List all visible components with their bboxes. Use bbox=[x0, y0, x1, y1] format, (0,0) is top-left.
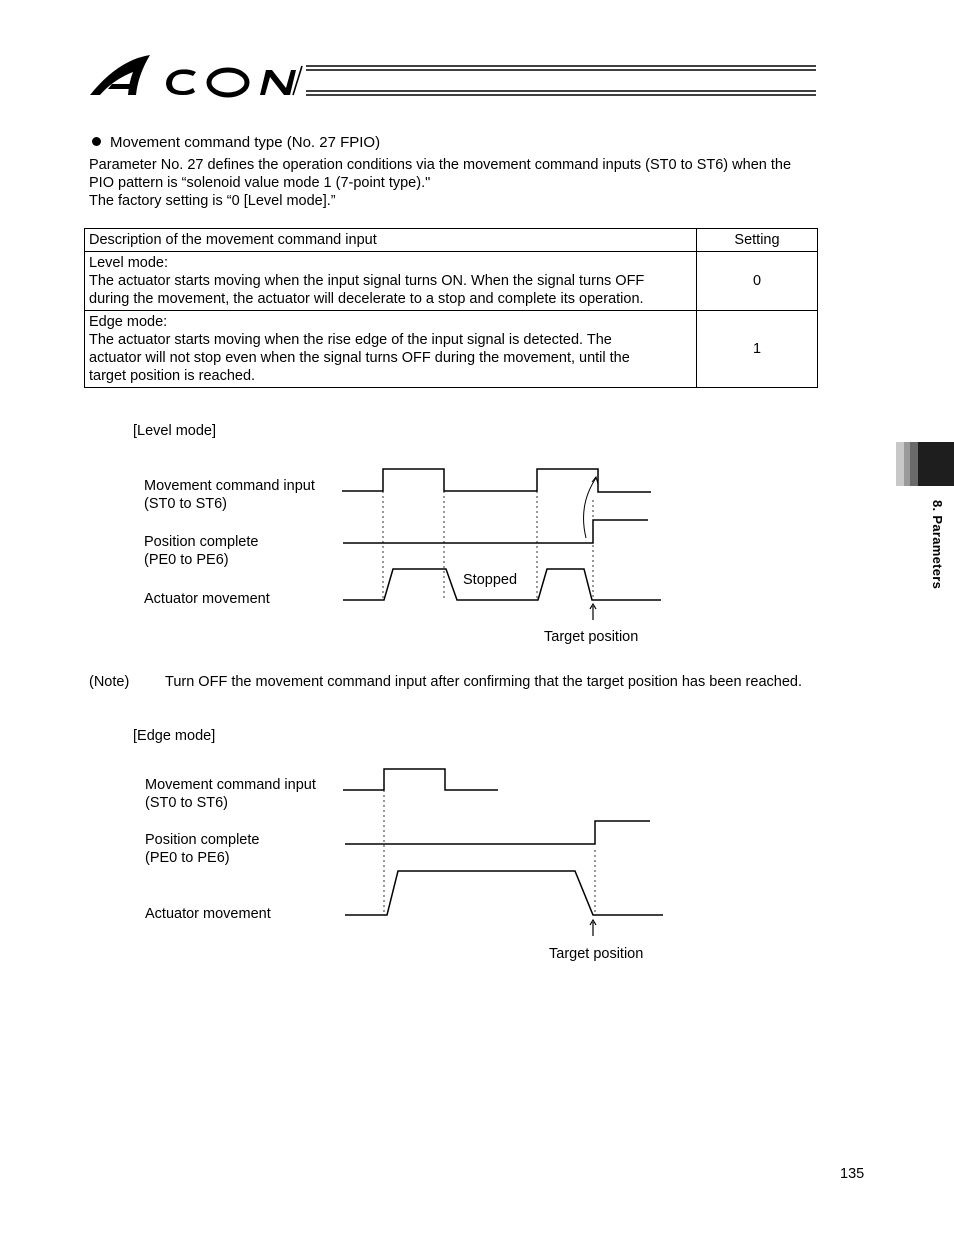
row-line: Level mode: bbox=[89, 255, 168, 271]
signal-code: (PE0 to PE6) bbox=[145, 850, 230, 866]
signal-name: Movement command input bbox=[145, 777, 316, 793]
section-title: Movement command type (No. 27 FPIO) bbox=[110, 134, 381, 151]
row-line: The actuator starts moving when the rise edge of the input signal is detected. The bbox=[89, 332, 612, 348]
level-target-label: Target position bbox=[544, 629, 639, 645]
paragraph-line: Parameter No. 27 defines the operation conditions via the movement command inputs (ST0 to ST6) when the bbox=[89, 157, 792, 173]
signal-name: Position complete bbox=[144, 534, 259, 550]
chapter-label: 8. Parameters bbox=[930, 500, 945, 590]
paragraph-line: PIO pattern is “solenoid value mode 1 (7-point type)." bbox=[89, 175, 431, 191]
row-line: actuator will not stop even when the signal turns OFF during the movement, until the bbox=[89, 350, 630, 366]
signal-code: (ST0 to ST6) bbox=[145, 795, 228, 811]
note-tag: (Note) bbox=[89, 674, 130, 690]
signal-code: (PE0 to PE6) bbox=[144, 552, 229, 568]
edge-signal3-label: Actuator movement bbox=[145, 906, 271, 922]
edge-actuator-movement bbox=[345, 871, 663, 915]
edge-target-label: Target position bbox=[549, 946, 644, 962]
edge-complete-signal bbox=[345, 821, 650, 844]
page-number: 135 bbox=[840, 1166, 865, 1182]
edge-command-signal bbox=[343, 769, 498, 790]
note-text: Turn OFF the movement command input after confirming that the target position has been reached. bbox=[165, 674, 802, 690]
header-setting: Setting bbox=[697, 229, 818, 252]
stopped-label: Stopped bbox=[463, 572, 518, 588]
row-line: Edge mode: bbox=[89, 314, 168, 330]
row-line: The actuator starts moving when the input signal turns ON. When the signal turns OFF bbox=[89, 273, 645, 289]
row-line: target position is reached. bbox=[89, 368, 256, 384]
signal-code: (ST0 to ST6) bbox=[144, 496, 227, 512]
level-diagram-title: [Level mode] bbox=[133, 423, 217, 439]
level-signal3-label: Actuator movement bbox=[144, 591, 270, 607]
row-line: during the movement, the actuator will decelerate to a stop and complete its operation. bbox=[89, 291, 644, 307]
signal-name: Movement command input bbox=[144, 478, 315, 494]
header-description: Description of the movement command input bbox=[85, 229, 697, 252]
paragraph-line: The factory setting is “0 [Level mode].” bbox=[89, 193, 336, 209]
chapter-tab bbox=[896, 442, 954, 486]
signal-name: Position complete bbox=[145, 832, 260, 848]
row-setting: 0 bbox=[697, 252, 818, 311]
row-setting: 1 bbox=[697, 311, 818, 388]
edge-diagram-title: [Edge mode] bbox=[133, 728, 216, 744]
